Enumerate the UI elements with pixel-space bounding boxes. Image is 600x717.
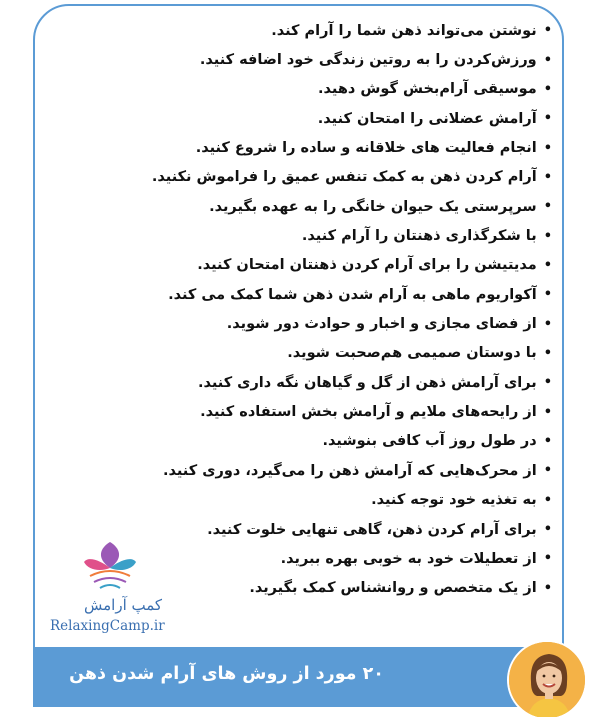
tip-item [170,16,552,45]
bullet-icon: • [543,375,552,391]
tip-item [170,544,552,573]
logo-brand-name: کمپ آرامش [84,596,163,614]
bullet-icon: • [543,140,552,156]
tip-item [170,427,552,456]
bullet-icon: • [543,522,552,538]
bullet-icon: • [543,23,552,39]
bullet-icon: • [543,169,552,185]
tip-item [170,45,552,74]
tip-item [170,192,552,221]
bullet-icon: • [543,404,552,420]
tip-text: برای آرام کردن ذهن، گاهی تنهایی خلوت کنید. [207,521,537,538]
footer-banner [33,647,564,705]
tip-text: با دوستان صمیمی هم‌صحبت شوید. [287,345,537,362]
tip-text: آکواریوم ماهی به آرام شدن ذهن شما کمک می کند. [168,286,537,303]
bullet-icon: • [543,492,552,508]
tip-item [170,104,552,133]
tip-item [170,574,552,603]
tip-item [170,133,552,162]
smiling-woman-avatar [507,640,587,717]
footer-title: ۲۰ مورد از روش های آرام شدن ذهن [69,664,384,684]
bullet-icon: • [543,580,552,596]
tip-text: مدیتیشن را برای آرام کردن ذهنتان امتحان کنید. [197,257,537,274]
lotus-logo-icon [80,538,140,590]
bullet-icon: • [543,551,552,567]
tip-item [163,456,552,485]
tip-text: موسیقی آرام‌بخش گوش دهید. [318,81,537,98]
tip-item [170,515,552,544]
tip-text: از فضای مجازی و اخبار و حوادث دور شوید. [226,316,537,333]
tip-text: به تغذیه خود توجه کنید. [371,492,537,509]
tip-item [151,163,552,192]
tip-text: از محرک‌هایی که آرامش ذهن را می‌گیرد، دوری کنید. [163,462,537,479]
bullet-icon: • [543,463,552,479]
bullet-icon: • [543,81,552,97]
tip-item [170,75,552,104]
tip-item [170,280,552,309]
bullet-icon: • [543,316,552,332]
tip-text: ورزش‌کردن را به روتین زندگی خود اضافه کنید. [199,52,537,69]
bullet-icon: • [543,228,552,244]
bullet-icon: • [543,345,552,361]
bullet-icon: • [543,287,552,303]
tip-item [170,339,552,368]
tip-text: آرام کردن ذهن به کمک تنفس عمیق را فراموش نکنید. [151,169,537,186]
bullet-icon: • [543,111,552,127]
tip-text: از رایحه‌های ملایم و آرامش بخش استفاده کنید. [200,404,537,421]
tip-text: نوشتن می‌تواند ذهن شما را آرام کند. [271,22,537,39]
tip-text: با شکرگذاری ذهنتان را آرام کنید. [301,228,537,245]
tip-item [170,486,552,515]
tip-text: انجام فعالیت های خلاقانه و ساده را شروع کنید. [195,140,537,157]
logo-website-url: RelaxingCamp.ir [50,618,165,634]
tip-item [170,309,552,338]
tip-item [170,368,552,397]
tip-text: سرپرستی یک حیوان خانگی را به عهده بگیرید. [209,198,537,215]
bullet-icon: • [543,433,552,449]
tip-item [170,251,552,280]
tip-text: در طول روز آب کافی بنوشید. [322,433,537,450]
bullet-icon: • [543,257,552,273]
tip-text: از تعطیلات خود به خوبی بهره ببرید. [280,550,537,567]
bullet-icon: • [543,199,552,215]
tips-list [151,16,552,603]
brand-logo [40,538,190,638]
tip-item [170,221,552,250]
tip-text: برای آرامش ذهن از گل و گیاهان نگه داری کنید. [197,374,537,391]
tip-item [170,397,552,426]
tip-text: آرامش عضلانی را امتحان کنید. [317,110,537,127]
tip-text: از یک متخصص و روانشناس کمک بگیرید. [249,580,537,597]
bullet-icon: • [543,52,552,68]
